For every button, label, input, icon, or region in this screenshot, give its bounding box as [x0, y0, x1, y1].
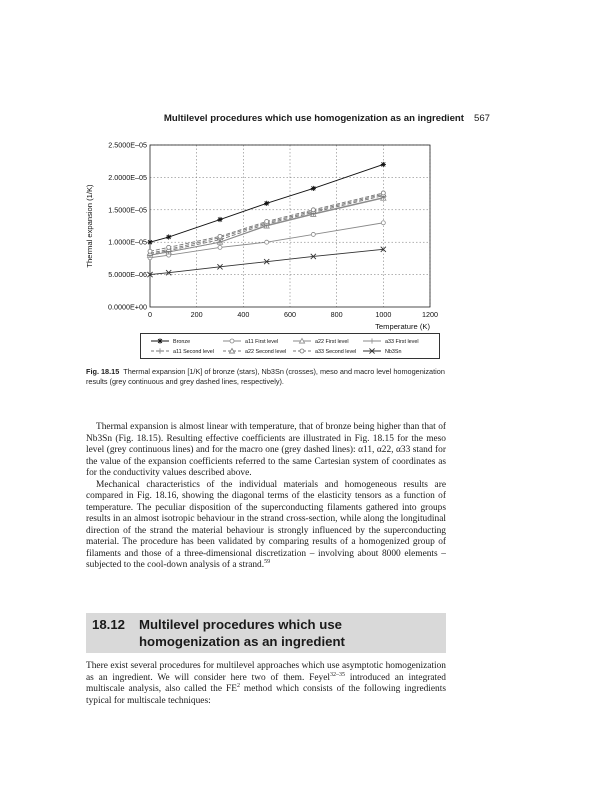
data-point-a11-first-level [381, 221, 385, 225]
legend-marker-a33-first-level [369, 338, 374, 343]
series-nb3sn [147, 247, 386, 277]
legend-label-a33-first-level: a33 First level [385, 339, 419, 345]
legend-marker-a33-second-level [300, 349, 304, 353]
data-point-bronze [381, 162, 386, 167]
legend-label-a22-second-level: a22 Second level [245, 349, 287, 355]
paragraph-mechanical-text: Mechanical characteristics of the individual materials and homogeneous results are compared in Fig. 18.16, showing the diagonal terms of the elasticity tensors as a function of temperature. The peculiar disposition of the superconducting filaments gathered into groups results in an almost isotropic behaviour in the strand cross-section, while along the longitudinal direction of the strand the material behaviour is strongly influenced by the superconducting material. The procedure has been validated by comparing results of a homogenized group of filaments and those of a three-dimensional discretization – involving about 8000 elements – subjected to the cool-down analysis of a strand. [86, 479, 446, 570]
caption-text: Thermal expansion [1/K] of bronze (stars), Nb3Sn (crosses), meso and macro level homogenization results (grey continuous and grey dashed lines, respectively). [86, 367, 445, 386]
running-header-title: Multilevel procedures which use homogenization as an ingredient [163, 113, 464, 124]
thermal-expansion-chart [80, 130, 460, 360]
data-point-a11-first-level [311, 232, 315, 236]
data-point-a33-second-level [381, 191, 385, 195]
x-tick-label: 400 [237, 310, 250, 319]
figure-caption [86, 367, 456, 387]
y-tick-label: 0.0000E+00 [108, 302, 147, 312]
chart-legend [140, 333, 440, 359]
legend-marker-a11-second-level [157, 348, 162, 353]
legend-label-a11-second-level: a11 Second level [173, 349, 214, 355]
paragraph-thermal-expansion: Thermal expansion is almost linear with temperature, that of bronze being higher than that of Nb3Sn (Fig. 18.15). Resulting effective coefficients are illustrated in Fig. 18.15 for the meso level (grey continuous lines) and for the macro one (grey dashed lines): α11, α22, α33 stand for the value of the expansion coefficients referred to the same Cartesian system of coordinates as for the conductivity values described above. [86, 422, 446, 478]
data-point-bronze [217, 217, 222, 222]
section-title: Multilevel procedures which use homogenization as an ingredient [139, 617, 345, 649]
body-text-upper [86, 422, 446, 572]
paragraph-procedures-text-b: introduced an integrated multiscale analysis, also called the FE [86, 672, 446, 694]
y-tick-label: 2.0000E–05 [108, 172, 147, 182]
y-tick-label: 5.0000E–06 [108, 270, 147, 280]
legend-label-nb3sn: Nb3Sn [385, 349, 402, 355]
data-point-a33-second-level [167, 245, 171, 249]
data-point-a11-first-level [218, 245, 222, 249]
paragraph-procedures [86, 661, 446, 707]
data-point-bronze [147, 240, 152, 245]
y-tick-label: 1.0000E–05 [108, 237, 147, 247]
legend-label-a11-first-level: a11 First level [245, 339, 279, 345]
fe2-superscript: 2 [236, 682, 240, 689]
chart-grid [150, 145, 430, 307]
data-point-bronze [166, 234, 171, 239]
x-tick-label: 1200 [422, 310, 438, 319]
data-point-a33-second-level [265, 219, 269, 223]
data-point-bronze [311, 186, 316, 191]
paragraph-procedures-text-a: There exist several procedures for multilevel approaches which use asymptotic homogenization as an ingredient. We will consider here two of them. Feyel [86, 661, 446, 683]
legend-label-a22-first-level: a22 First level [315, 339, 349, 345]
y-axis-label: Thermal expansion (1/K) [85, 184, 94, 268]
legend-marker-bronze [157, 338, 162, 343]
x-tick-label: 200 [190, 310, 203, 319]
page-number: 567 [473, 113, 490, 124]
reference-59: 59 [264, 558, 271, 565]
section-number: 18.12 [92, 617, 126, 632]
body-text-lower [86, 661, 446, 707]
y-tick-label: 1.5000E–05 [108, 205, 147, 215]
section-heading [86, 613, 446, 653]
legend-label-a33-second-level: a33 Second level [315, 349, 357, 355]
y-tick-label: 2.5000E–05 [108, 140, 147, 150]
paragraph-procedures-text-c: method which consists of the following ingredients typical for multiscale techniques: [86, 684, 446, 706]
x-tick-label: 600 [284, 310, 296, 319]
figure-label: Fig. 18.15 [86, 367, 120, 376]
data-point-a33-second-level [148, 249, 152, 253]
legend-label-bronze: Bronze [173, 339, 191, 345]
paragraph-mechanical [86, 480, 446, 572]
data-point-a33-second-level [218, 234, 222, 238]
x-tick-label: 800 [330, 310, 343, 319]
x-tick-label: 1000 [375, 310, 392, 319]
legend-marker-a11-first-level [230, 339, 234, 343]
data-point-a11-first-level [265, 240, 269, 244]
x-axis-label: Temperature (K) [375, 322, 430, 331]
data-point-a33-second-level [311, 208, 315, 212]
x-tick-label: 0 [148, 310, 152, 319]
reference-32-35: 32–35 [329, 671, 345, 678]
running-header [0, 113, 490, 124]
data-point-bronze [264, 201, 269, 206]
